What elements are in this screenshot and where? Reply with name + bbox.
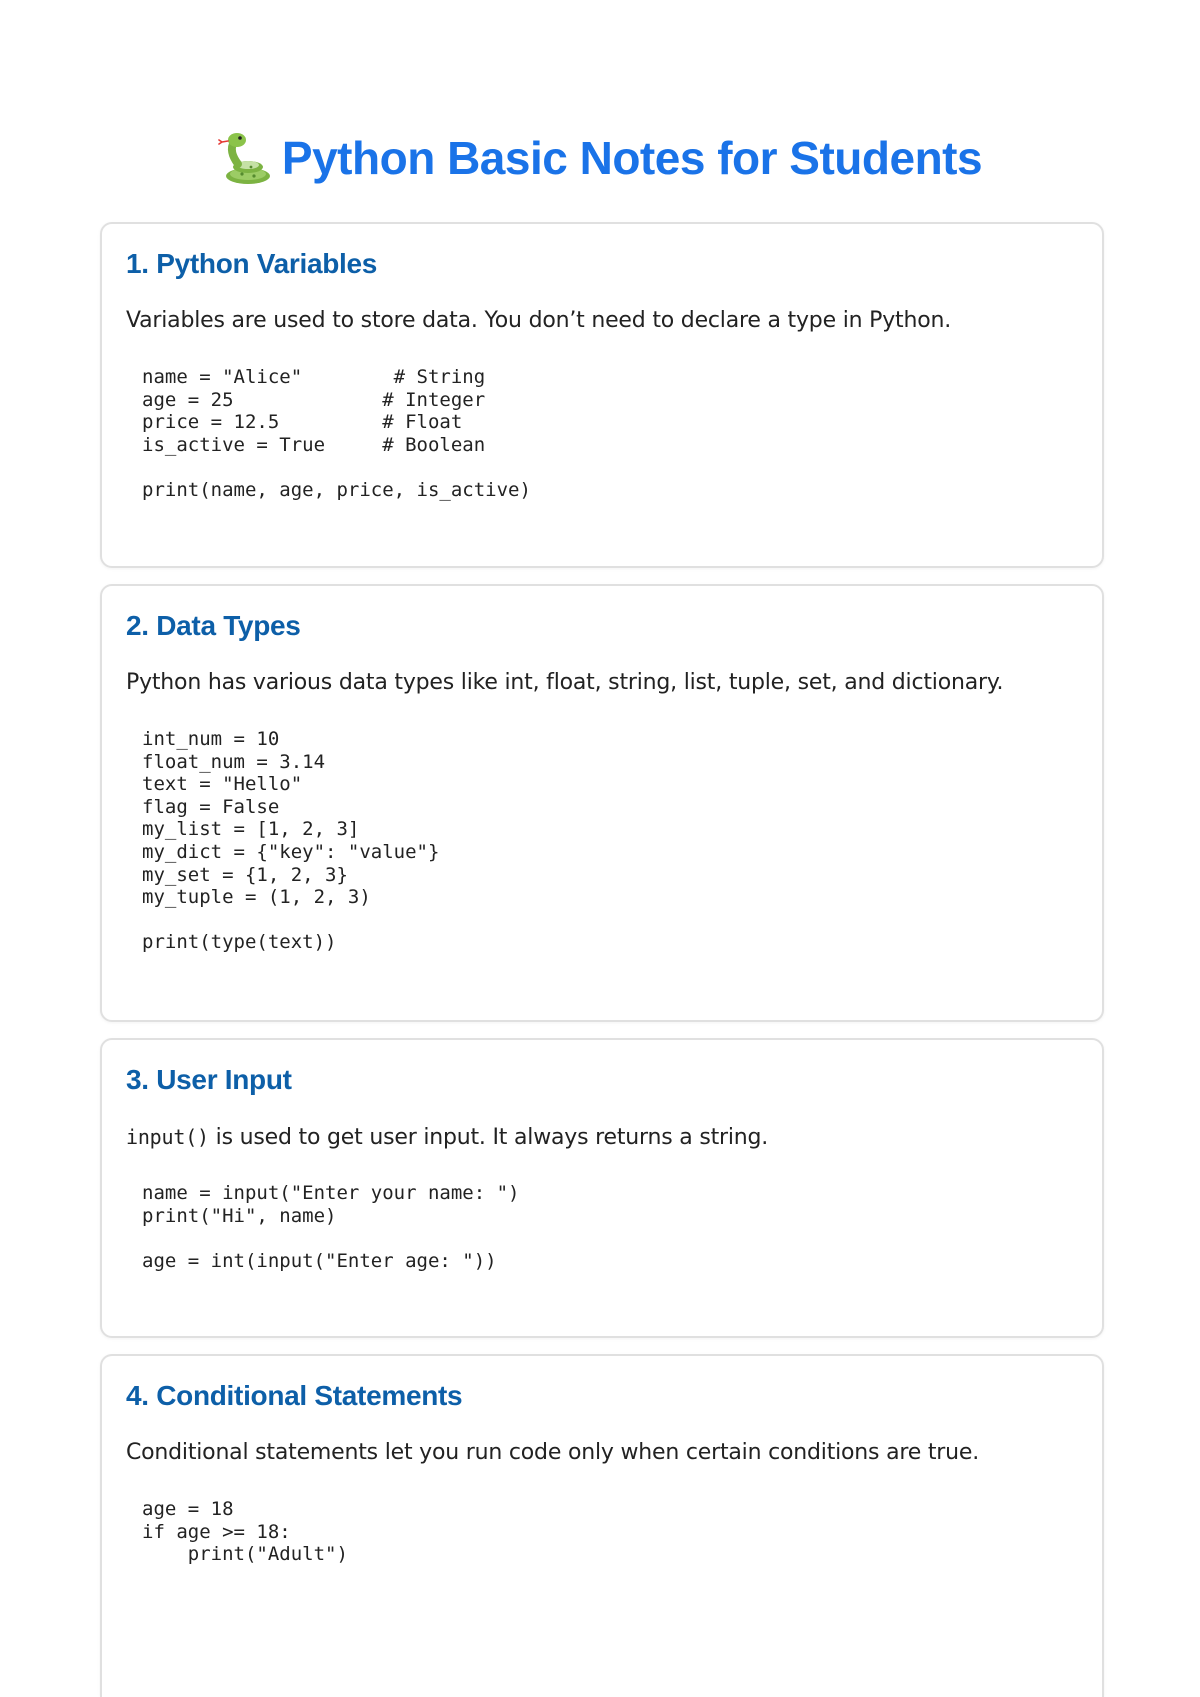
section-user-input bbox=[100, 1038, 1104, 1338]
code-block: int_num = 10 float_num = 3.14 text = "Hello" flag = False my_list = [1, 2, 3] my_dict = {"key": "value"} my_set = {1, 2, 3} my_tuple = (1, 2, 3) print(type(text)) bbox=[142, 728, 440, 954]
section-title: 1. Python Variables bbox=[126, 248, 378, 279]
section-title: 2. Data Types bbox=[126, 610, 301, 641]
section-description: Variables are used to store data. You don’t need to declare a type in Python. bbox=[126, 308, 951, 333]
code-block: name = "Alice" # String age = 25 # Integer price = 12.5 # Float is_active = True # Boolean print(name, age, price, is_active) bbox=[142, 366, 531, 501]
code-block: name = input("Enter your name: ") print("Hi", name) age = int(input("Enter age: ")) bbox=[142, 1182, 520, 1272]
section-description bbox=[126, 1122, 768, 1153]
code-block: age = 18 if age >= 18: print("Adult") bbox=[142, 1498, 348, 1566]
section-conditionals bbox=[100, 1354, 1104, 1697]
snake-icon bbox=[218, 130, 274, 186]
section-variables bbox=[100, 222, 1104, 568]
page-title-text: Python Basic Notes for Students bbox=[281, 132, 983, 184]
section-description-text: is used to get user input. It always returns a string. bbox=[208, 1125, 769, 1150]
section-title: 3. User Input bbox=[126, 1064, 292, 1095]
section-title: 4. Conditional Statements bbox=[126, 1380, 463, 1411]
section-data-types bbox=[100, 584, 1104, 1022]
section-description: Conditional statements let you run code only when certain conditions are true. bbox=[126, 1440, 980, 1465]
inline-code: input() bbox=[126, 1125, 209, 1149]
page-title bbox=[0, 128, 1200, 190]
section-description: Python has various data types like int, float, string, list, tuple, set, and dictionary. bbox=[126, 670, 1004, 695]
